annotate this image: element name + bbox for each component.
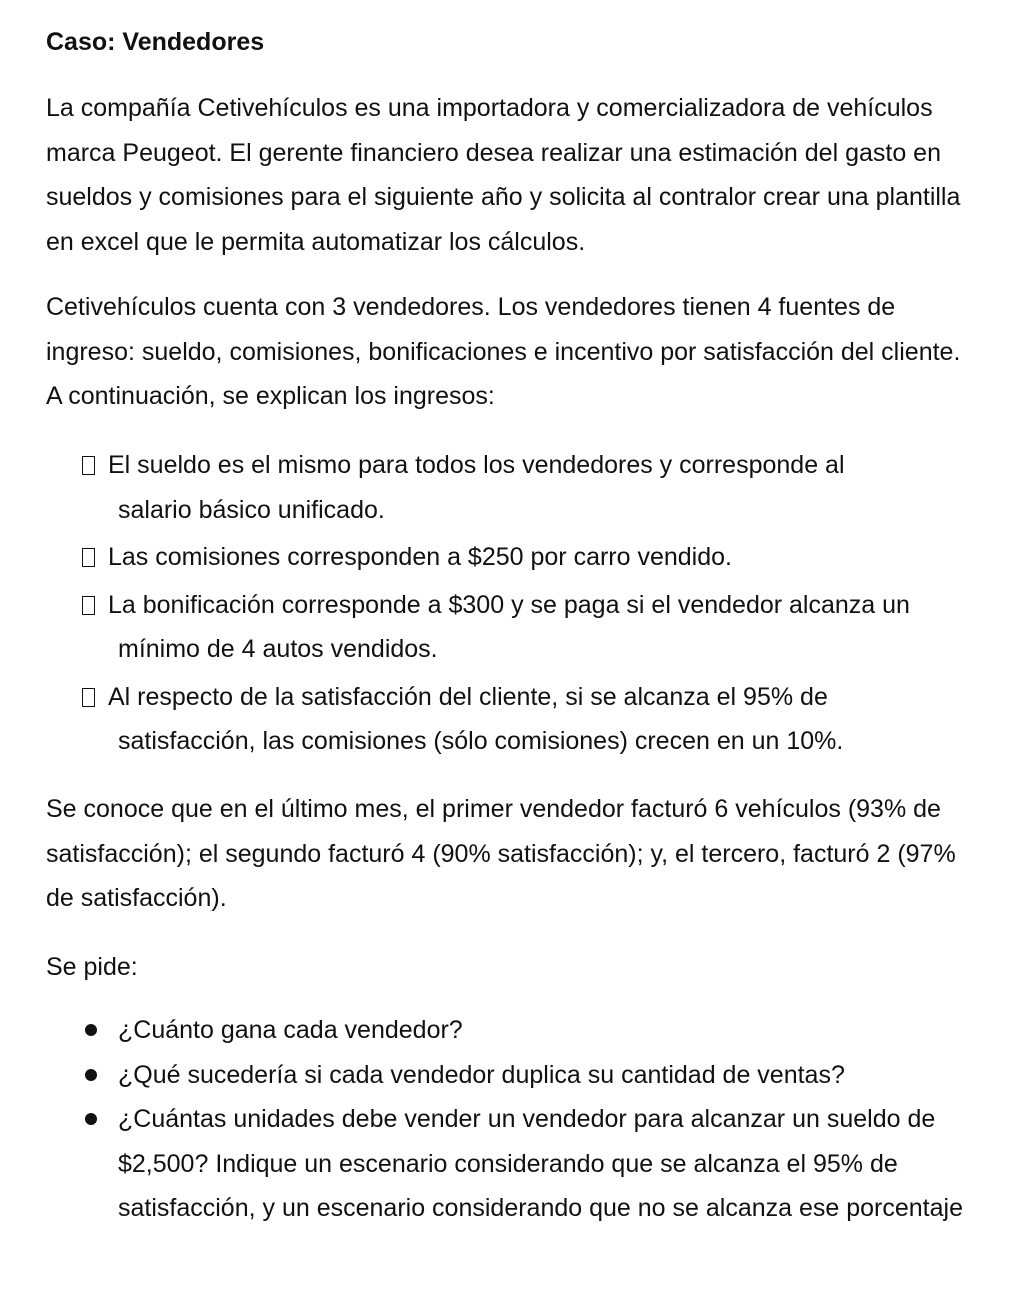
- income-item: [82, 535, 972, 580]
- missing-glyph-box-icon: [82, 548, 95, 567]
- income-item-line: satisfacción, las comisiones (sólo comisiones) crecen en un 10%.: [118, 727, 844, 755]
- income-sources-paragraph: Cetivehículos cuenta con 3 vendedores. Los vendedores tienen 4 fuentes de ingreso: sueldo, comisiones, bonificaciones e incentivo por satisfacción del cliente. A continuación, se explican los ingresos:: [46, 293, 961, 410]
- bullet-icon: [85, 1069, 97, 1081]
- case-title: Caso: Vendedores: [46, 28, 265, 56]
- income-item-line: El sueldo es el mismo para todos los vendedores y corresponde al: [108, 451, 845, 479]
- bullet-icon: [85, 1113, 97, 1125]
- question-text: ¿Cuántas unidades debe vender un vendedor para alcanzar un sueldo de $2,500? Indique un escenario considerando que se alcanza el 95% de satisfacción, y un escenario considerando que no se alcanza ese porcentaje: [118, 1105, 963, 1222]
- question-item: [82, 1097, 972, 1231]
- questions-list: [82, 1008, 972, 1231]
- intro-paragraph: La compañía Cetivehículos es una importadora y comercializadora de vehículos marca Peugeot. El gerente financiero desea realizar una estimación del gasto en sueldos y comisiones para el siguiente año y solicita al contralor crear una plantilla en excel que le permita automatizar los cálculos.: [46, 94, 961, 256]
- income-item-line: mínimo de 4 autos vendidos.: [118, 635, 438, 663]
- question-text: ¿Cuánto gana cada vendedor?: [118, 1016, 463, 1044]
- missing-glyph-box-icon: [82, 596, 95, 615]
- income-item-line: Al respecto de la satisfacción del cliente, si se alcanza el 95% de: [108, 682, 828, 711]
- missing-glyph-box-icon: [82, 456, 95, 475]
- question-text: ¿Qué sucedería si cada vendedor duplica su cantidad de ventas?: [118, 1060, 845, 1089]
- income-item-line: La bonificación corresponde a $300 y se paga si el vendedor alcanza un: [108, 590, 910, 619]
- question-item: [82, 1008, 972, 1053]
- income-item: [82, 675, 972, 764]
- sales-data-paragraph: Se conoce que en el último mes, el primer vendedor facturó 6 vehículos (93% de satisfacción); el segundo facturó 4 (90% satisfacción); y, el tercero, facturó 2 (97% de satisfacción).: [46, 795, 956, 912]
- income-item-line: salario básico unificado.: [118, 495, 385, 524]
- question-item: [82, 1053, 972, 1098]
- income-item: [82, 443, 972, 532]
- income-item-line: Las comisiones corresponden a $250 por carro vendido.: [108, 543, 732, 571]
- bullet-icon: [85, 1024, 97, 1036]
- missing-glyph-box-icon: [82, 688, 95, 707]
- income-item: [82, 583, 972, 672]
- requirements-heading: Se pide:: [46, 953, 138, 981]
- income-list: [82, 443, 972, 767]
